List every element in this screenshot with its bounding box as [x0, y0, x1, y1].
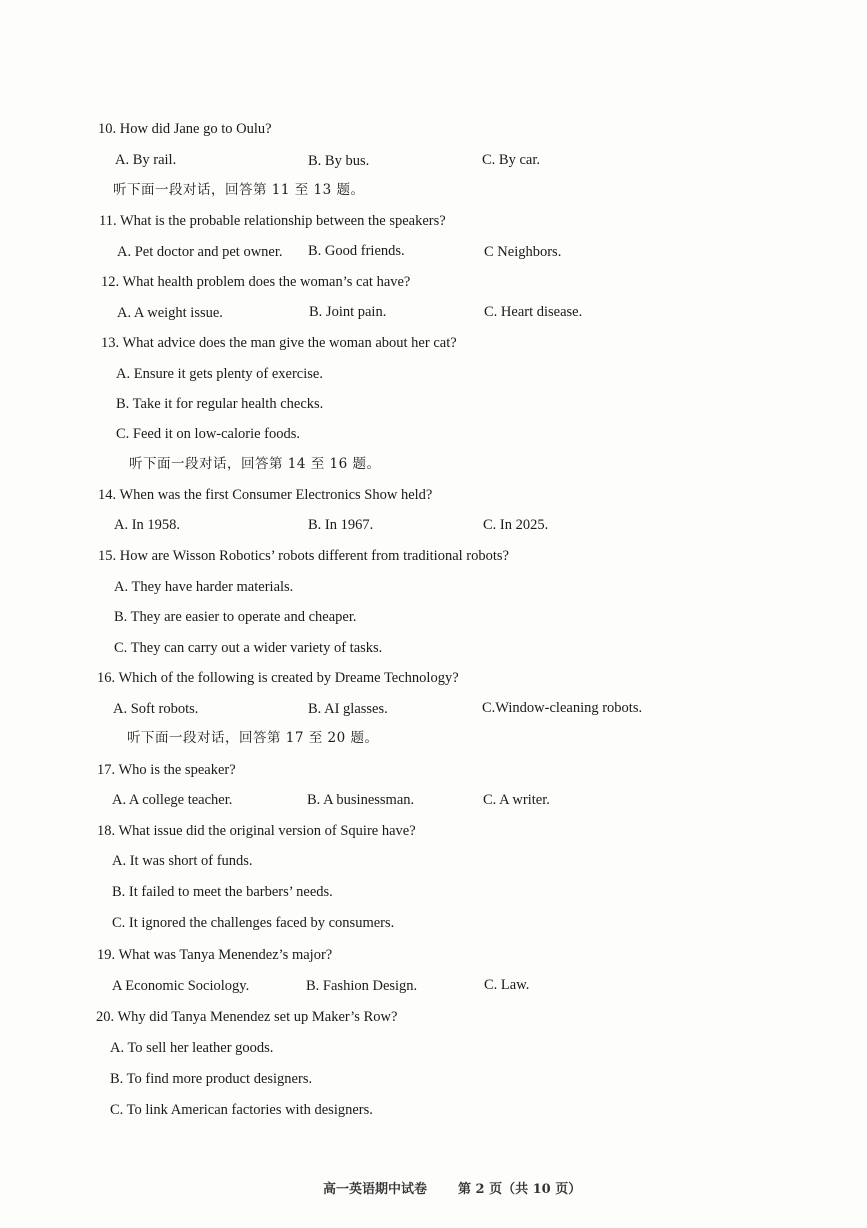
question-18: 18. What issue did the original version of Squire have?: [97, 823, 416, 839]
q10-option-b: B. By bus.: [308, 153, 370, 169]
question-17: 17. Who is the speaker?: [97, 762, 236, 778]
q10-option-a: A. By rail.: [115, 152, 177, 168]
q19-option-a: A Economic Sociology.: [112, 978, 250, 994]
question-10: 10. How did Jane go to Oulu?: [98, 121, 272, 137]
question-19: 19. What was Tanya Menendez’s major?: [97, 947, 333, 963]
q14-option-a: A. In 1958.: [114, 517, 181, 533]
footer-page-number: 第 2 页（共 10 页）: [458, 1182, 582, 1197]
q13-option-c: C. Feed it on low-calorie foods.: [116, 426, 301, 442]
q15-option-a: A. They have harder materials.: [114, 579, 294, 595]
question-16: 16. Which of the following is created by Dreame Technology?: [97, 670, 459, 686]
q18-option-b: B. It failed to meet the barbers’ needs.: [112, 884, 333, 900]
q20-option-a: A. To sell her leather goods.: [110, 1040, 274, 1056]
q18-option-a: A. It was short of funds.: [112, 853, 253, 869]
q11-option-c: C Neighbors.: [484, 244, 562, 260]
q17-option-b: B. A businessman.: [307, 792, 415, 808]
q20-option-c: C. To link American factories with designers.: [110, 1102, 373, 1118]
instruction-14-16: 听下面一段对话，回答第 14 至 16 题。: [129, 456, 381, 472]
question-14: 14. When was the first Consumer Electronics Show held?: [98, 487, 433, 503]
q17-option-c: C. A writer.: [483, 792, 550, 808]
q16-option-c: C.Window-cleaning robots.: [482, 700, 643, 716]
question-11: 11. What is the probable relationship between the speakers?: [99, 213, 446, 229]
instruction-17-20: 听下面一段对话，回答第 17 至 20 题。: [127, 730, 379, 746]
q10-option-c: C. By car.: [482, 152, 540, 168]
q11-option-b: B. Good friends.: [308, 243, 405, 259]
q14-option-c: C. In 2025.: [483, 517, 549, 533]
q12-option-b: B. Joint pain.: [309, 304, 387, 320]
q15-option-b: B. They are easier to operate and cheaper.: [114, 609, 357, 625]
q20-option-b: B. To find more product designers.: [110, 1071, 313, 1087]
q17-option-a: A. A college teacher.: [112, 792, 233, 808]
q19-option-c: C. Law.: [484, 977, 530, 993]
question-12: 12. What health problem does the woman’s cat have?: [101, 274, 411, 290]
q15-option-c: C. They can carry out a wider variety of tasks.: [114, 640, 383, 656]
q12-option-a: A. A weight issue.: [117, 305, 223, 321]
q13-option-a: A. Ensure it gets plenty of exercise.: [116, 366, 323, 382]
q19-option-b: B. Fashion Design.: [306, 978, 418, 994]
q12-option-c: C. Heart disease.: [484, 304, 583, 320]
question-15: 15. How are Wisson Robotics’ robots different from traditional robots?: [98, 548, 509, 564]
question-13: 13. What advice does the man give the woman about her cat?: [101, 335, 457, 351]
q16-option-a: A. Soft robots.: [113, 701, 199, 717]
footer-exam-title: 高一英语期中试卷: [323, 1182, 428, 1197]
q13-option-b: B. Take it for regular health checks.: [116, 396, 324, 412]
question-20: 20. Why did Tanya Menendez set up Maker’s Row?: [96, 1009, 398, 1025]
q14-option-b: B. In 1967.: [308, 517, 374, 533]
instruction-11-13: 听下面一段对话，回答第 11 至 13 题。: [113, 182, 365, 198]
q16-option-b: B. AI glasses.: [308, 701, 388, 717]
q18-option-c: C. It ignored the challenges faced by consumers.: [112, 915, 395, 931]
q11-option-a: A. Pet doctor and pet owner.: [117, 244, 283, 260]
